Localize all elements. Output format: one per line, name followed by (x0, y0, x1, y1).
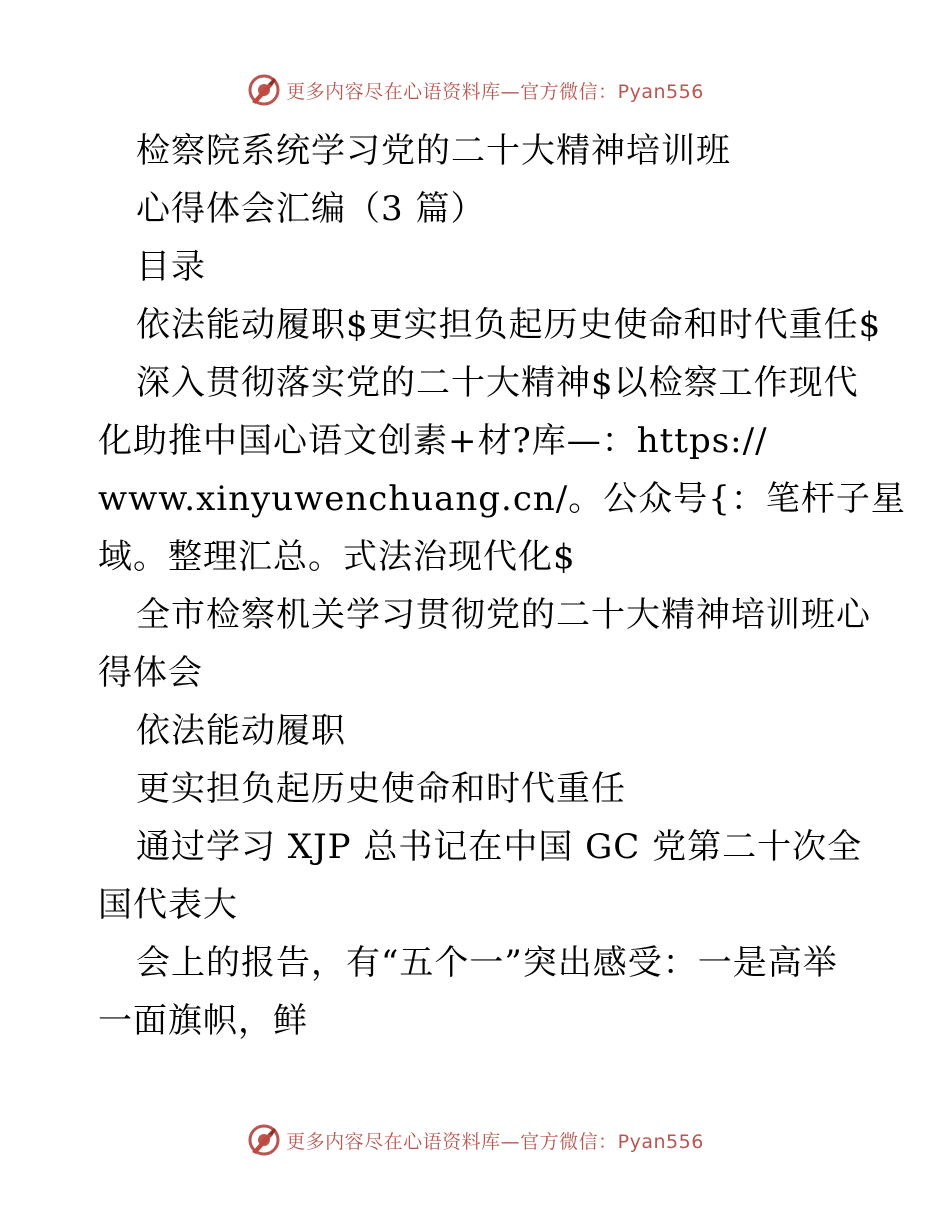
section-heading-1: 依法能动履职 (136, 711, 346, 751)
pen-circle-logo-icon (246, 1122, 282, 1158)
toc-entry-2-cont-1: 化助推中国心语文创素+材?库—：https:// (98, 421, 768, 461)
article-title-line-1: 全市检察机关学习贯彻党的二十大精神培训班心 (136, 595, 871, 635)
toc-heading: 目录 (136, 247, 206, 287)
watermark-text: 更多内容尽在心语资料库—官方微信：Pyan556 (286, 1130, 704, 1153)
article-title-line-2: 得体会 (98, 653, 203, 693)
header-watermark (0, 70, 950, 110)
section-heading-2: 更实担负起历史使命和时代重任 (136, 769, 626, 809)
toc-entry-2-cont-2: www.xinyuwenchuang.cn/。公众号{：笔杆子星 (98, 479, 906, 519)
paragraph-line-2: 国代表大 (98, 885, 238, 925)
doc-title-line-2: 心得体会汇编（3 篇） (136, 189, 486, 229)
toc-entry-2-cont-3: 域。整理汇总。式法治现代化$ (98, 537, 576, 577)
toc-entry-1: 依法能动履职$更实担负起历史使命和时代重任$ (136, 305, 882, 345)
watermark-text: 更多内容尽在心语资料库—官方微信：Pyan556 (286, 80, 704, 103)
doc-title-line-1: 检察院系统学习党的二十大精神培训班 (136, 131, 731, 171)
paragraph-line-3: 会上的报告，有“五个一”突出感受：一是高举 (136, 943, 838, 983)
paragraph-line-1: 通过学习 XJP 总书记在中国 GC 党第二十次全 (136, 827, 863, 867)
footer-watermark (0, 1120, 950, 1160)
paragraph-line-4: 一面旗帜，鲜 (98, 1001, 308, 1041)
toc-entry-2: 深入贯彻落实党的二十大精神$以检察工作现代 (136, 363, 859, 403)
document-body (98, 122, 906, 1050)
pen-circle-logo-icon (246, 72, 282, 108)
